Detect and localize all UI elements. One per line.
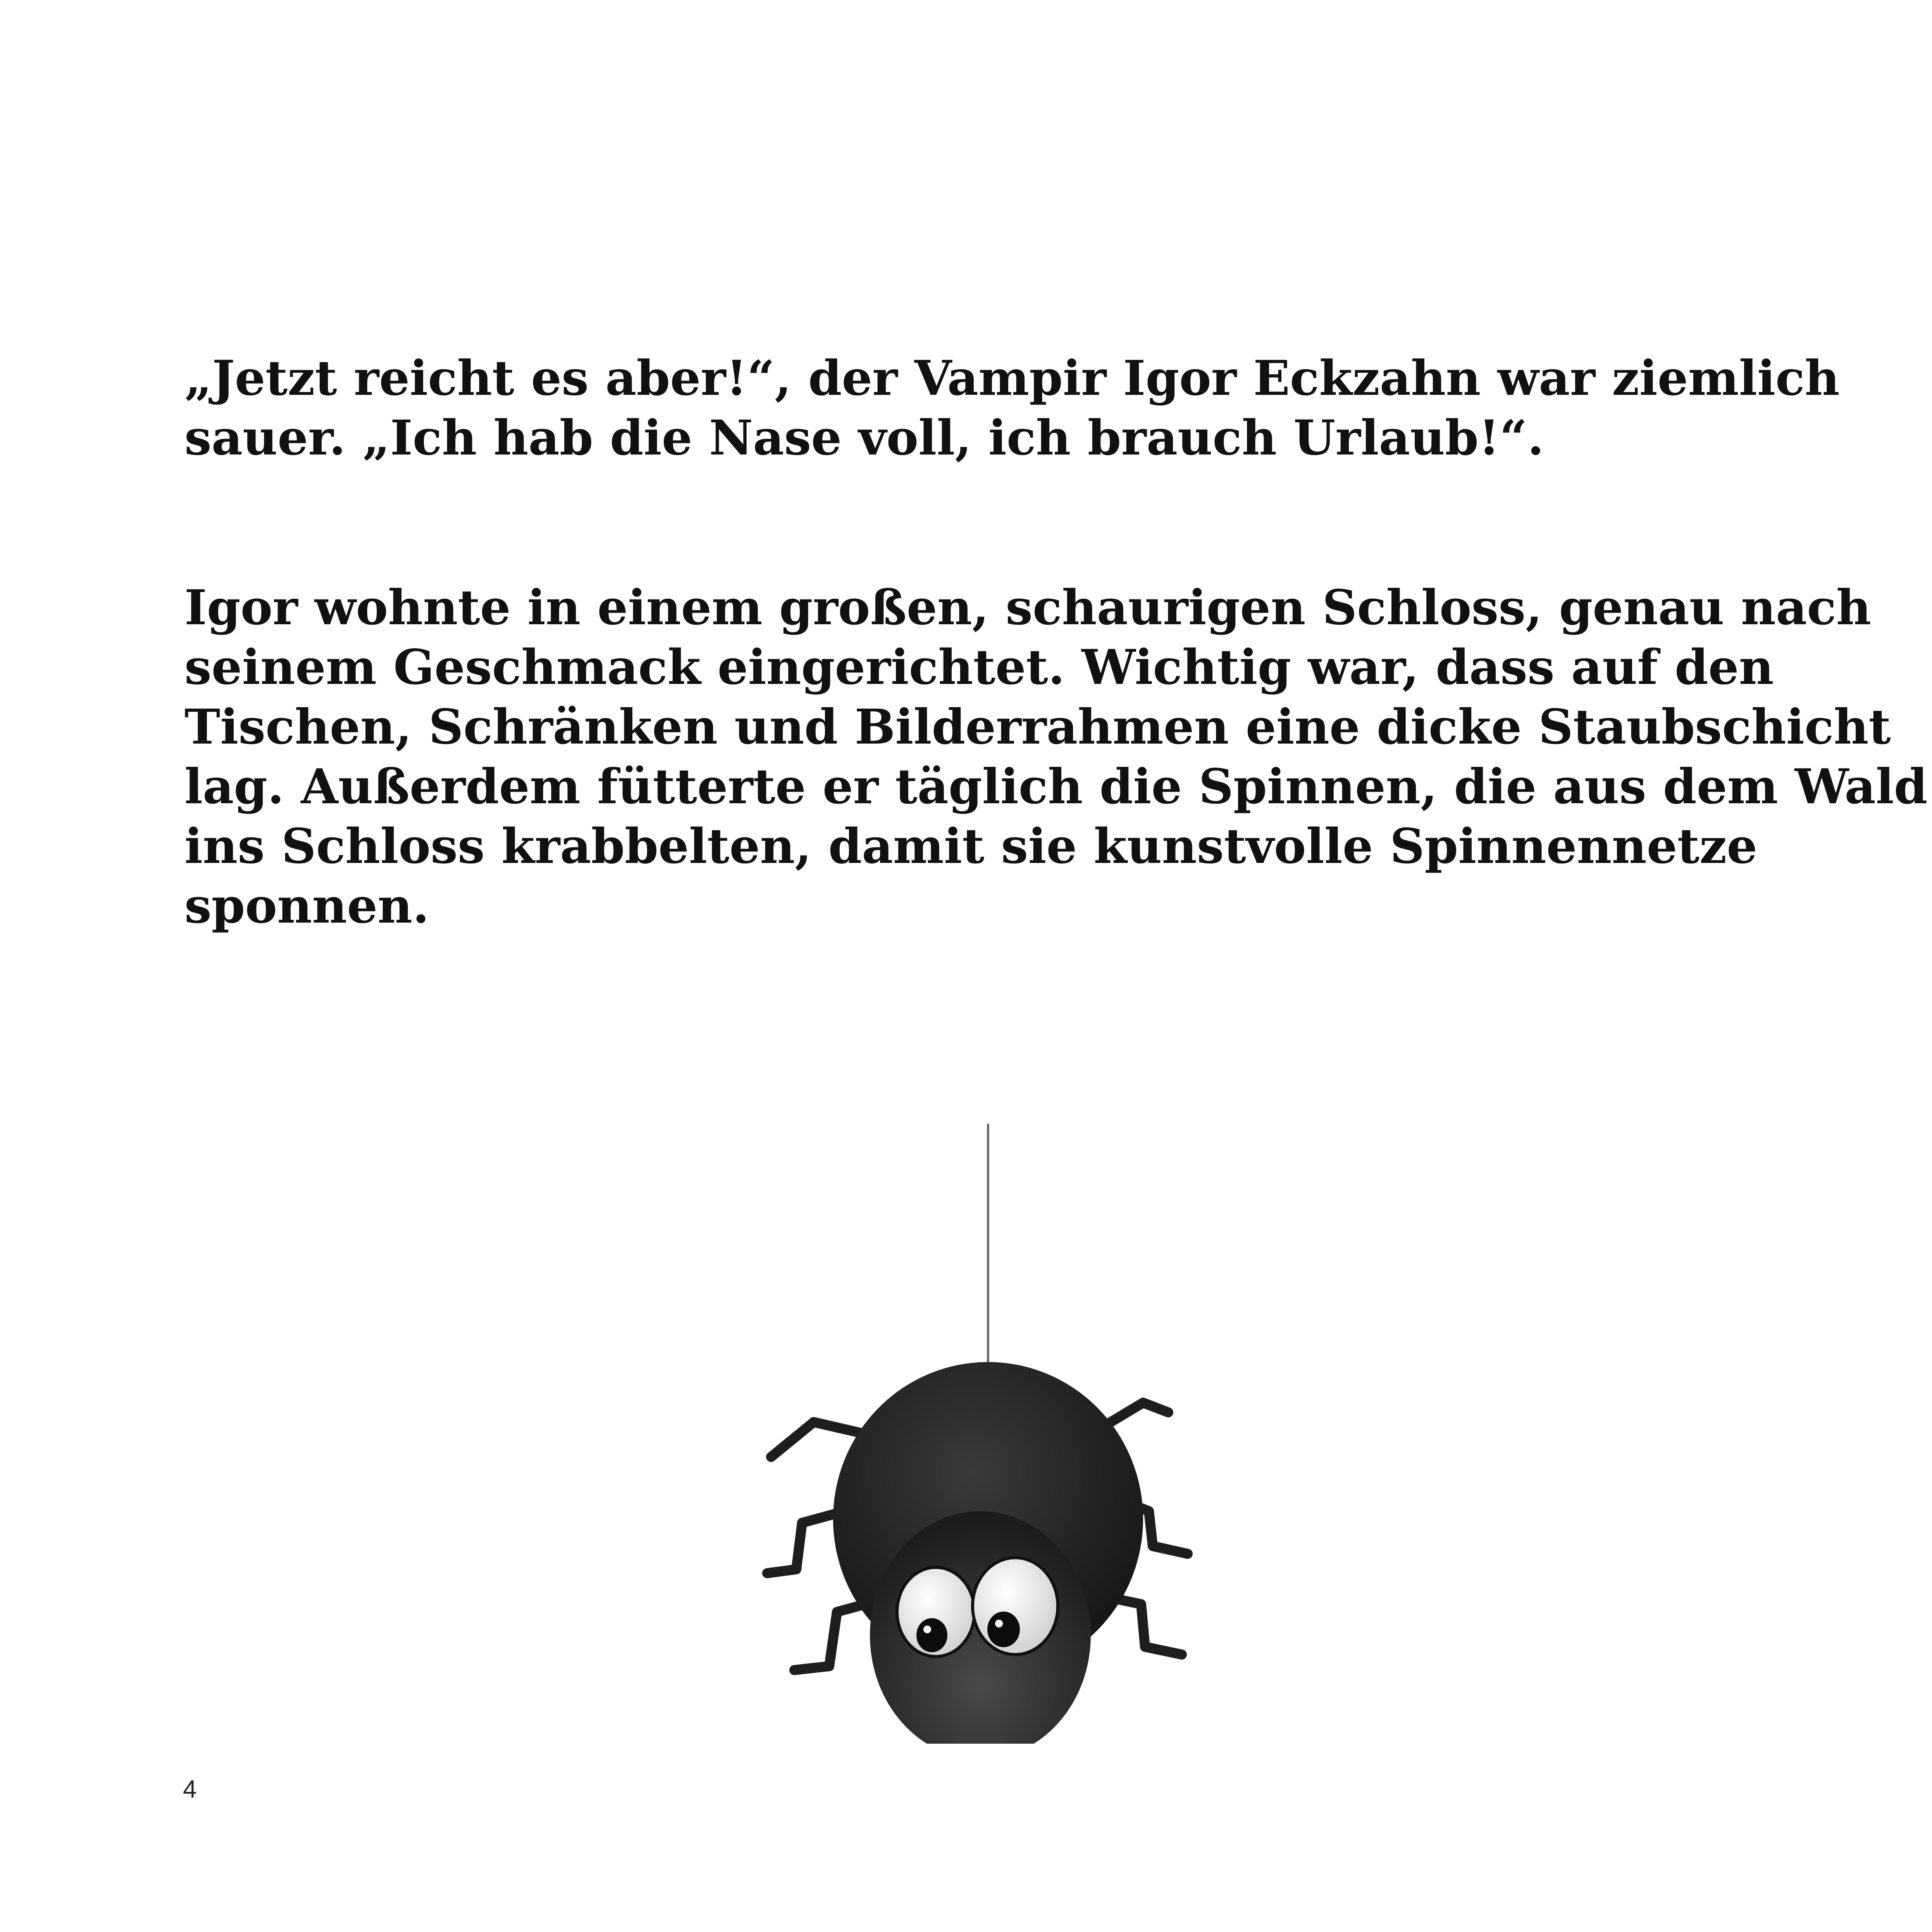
spider-icon <box>748 1124 1224 1744</box>
paragraph-2-line-1: Igor wohnte in einem großen, schaurigen Schloss, genau nach <box>184 580 1872 636</box>
page-number: 4 <box>183 1775 197 1803</box>
paragraph-2 <box>184 578 1928 936</box>
paragraph-2-line-2: seinem Geschmack eingerichtet. Wichtig war, dass auf den <box>184 639 1774 696</box>
paragraph-1-line-1: „Jetzt reicht es aber!“, der Vampir Igor Eckzahn war ziemlich <box>184 350 1840 406</box>
paragraph-2-line-5: ins Schloss krabbelten, damit sie kunstvolle Spinnennetze <box>184 818 1758 875</box>
paragraph-1-line-2: sauer. „Ich hab die Nase voll, ich brauch Urlaub!“. <box>184 410 1544 466</box>
paragraph-2-line-4: lag. Außerdem fütterte er täglich die Spinnen, die aus dem Wald <box>184 759 1928 815</box>
paragraph-1 <box>184 349 1840 468</box>
paragraph-2-line-3: Tischen, Schränken und Bilderrahmen eine dicke Staubschicht <box>184 699 1891 755</box>
paragraph-2-line-6: sponnen. <box>184 878 429 934</box>
